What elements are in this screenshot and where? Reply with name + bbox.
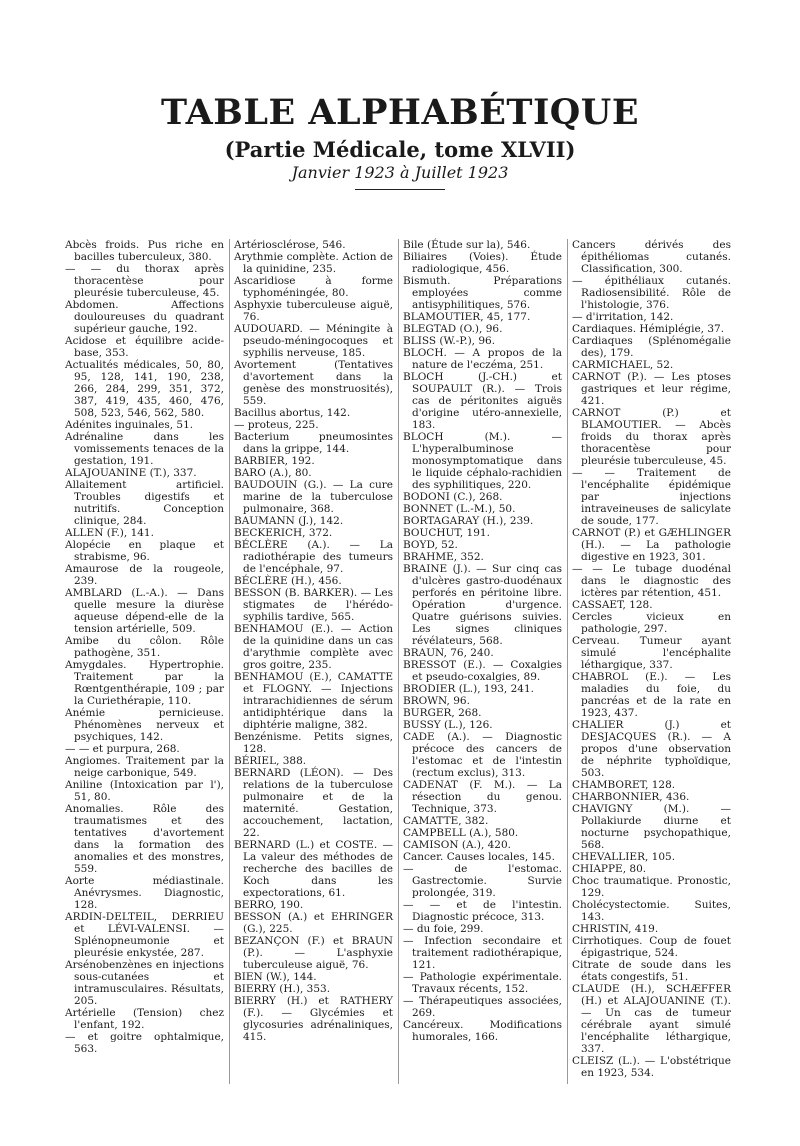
index-entry: — proteus, 225. [234, 419, 319, 431]
index-entry: CHIAPPE, 80. [572, 863, 647, 875]
index-entry: — — du thorax après thoracentèse pour pleurésie tuberculeuse, 45. [65, 263, 224, 299]
column-divider [229, 239, 230, 1084]
index-entry: Cercles vicieux en pathologie, 297. [572, 611, 731, 635]
index-entry: Bile (Étude sur la), 546. [403, 239, 531, 251]
index-entry: BAUDOUIN (G.). — La cure marine de la tuberculose pulmonaire, 368. [234, 479, 393, 515]
page-subtitle: (Partie Médicale, tome XLVII) [224, 137, 576, 162]
index-entry: BÉCLÈRE (H.), 456. [234, 575, 342, 587]
index-entry: BÉRIEL, 388. [234, 755, 307, 767]
index-entry: — — Traitement de l'encéphalite épidémique par injections intraveineuses de salicylate de soude, 177. [572, 467, 731, 527]
index-entry: BÉCLÈRE (A.). — La radiothérapie des tumeurs de l'encéphale, 97. [234, 539, 393, 575]
index-entry: BRAINE (J.). — Sur cinq cas d'ulcères gastro-duodénaux perforés en péritoine libre. Opération d'urgence. Quatre guérisons suivies. Les signes cliniques révélateurs, 568. [403, 563, 562, 647]
index-entry: BLOCH. — A propos de la nature de l'eczéma, 251. [403, 347, 562, 371]
index-entry: CADENAT (F. M.). — La résection du genou. Technique, 373. [403, 779, 562, 815]
index-entry: Asphyxie tuberculeuse aiguë, 76. [234, 299, 393, 323]
index-entry: BOYD, 52. [403, 539, 458, 551]
index-entry: CAMPBELL (A.), 580. [403, 827, 519, 839]
index-entry: BROWN, 96. [403, 695, 470, 707]
index-column-2 [234, 239, 393, 1043]
index-column-4 [572, 239, 731, 1079]
index-entry: BAUMANN (J.), 142. [234, 515, 344, 527]
index-column-3 [403, 239, 562, 1043]
index-entry: Abdomen. Affections douloureuses du quadrant supérieur gauche, 192. [65, 299, 224, 335]
index-entry: CHRISTIN, 419. [572, 923, 659, 935]
index-entry: Bacterium pneumosintes dans la grippe, 144. [234, 431, 393, 455]
index-entry: Artériosclérose, 546. [234, 239, 346, 251]
index-entry: BONNET (L.-M.), 50. [403, 503, 516, 515]
index-entry: BIERRY (H.) et RATHERY (F.). — Glycémies et glycosuries adrénaliniques, 415. [234, 995, 393, 1043]
index-entry: BIEN (W.), 144. [234, 971, 317, 983]
index-entry: Ascaridiose à forme typhoméningée, 80. [234, 275, 393, 299]
index-entry: Abcès froids. Pus riche en bacilles tuberculeux, 380. [65, 239, 224, 263]
index-entry: Angiomes. Traitement par la neige carbonique, 549. [65, 755, 224, 779]
index-entry: Benzénisme. Petits signes, 128. [234, 731, 393, 755]
index-entry: BLEGTAD (O.), 96. [403, 323, 503, 335]
index-entry: Actualités médicales, 50, 80, 95, 128, 141, 190, 238, 266, 284, 299, 351, 372, 387, 419, 435, 460, 476, 508, 523, 546, 562, 580. [65, 359, 224, 419]
index-entry: BRAUN, 76, 240. [403, 647, 494, 659]
index-entry: BRODIER (L.), 193, 241. [403, 683, 534, 695]
index-entry: BURGER, 268. [403, 707, 482, 719]
index-entry: BRAHME, 352. [403, 551, 484, 563]
index-entry: Cerveau. Tumeur ayant simulé l'encéphalite léthargique, 337. [572, 635, 731, 671]
index-entry: — d'irritation, 142. [572, 311, 674, 323]
index-entry: BORTAGARAY (H.), 239. [403, 515, 534, 527]
index-entry: — — et de l'intestin. Diagnostic précoce, 313. [403, 899, 562, 923]
index-entry: CHABROL (E.). — Les maladies du foie, du pancréas et de la rate en 1923, 437. [572, 671, 731, 719]
index-entry: CARNOT (P.) et BLAMOUTIER. — Abcès froids du thorax après thoracentèse pour pleurésie tuberculeuse, 45. [572, 407, 731, 467]
index-entry: Alopécie en plaque et strabisme, 96. [65, 539, 224, 563]
index-entry: — du foie, 299. [403, 923, 484, 935]
index-entry: Acidose et équilibre acide-base, 353. [65, 335, 224, 359]
index-entry: CARMICHAEL, 52. [572, 359, 674, 371]
index-entry: BERRO, 190. [234, 899, 304, 911]
index-entry: Artérielle (Tension) chez l'enfant, 192. [65, 1007, 224, 1031]
index-entry: CAMATTE, 382. [403, 815, 489, 827]
index-entry: Arsénobenzènes en injections sous-cutanées et intramusculaires. Résultats, 205. [65, 959, 224, 1007]
index-entry: BECKERICH, 372. [234, 527, 333, 539]
index-entry: — épithéliaux cutanés. Radiosensibilité. Rôle de l'histologie, 376. [572, 275, 731, 311]
index-column-1 [65, 239, 224, 1055]
index-entry: CHAMBORET, 128. [572, 779, 676, 791]
index-entry: AMBLARD (L.-A.). — Dans quelle mesure la diurèse aqueuse dépend-elle de la tension artérielle, 509. [65, 587, 224, 635]
index-entry: ALLEN (F.), 141. [65, 527, 154, 539]
index-entry: Choc traumatique. Pronostic, 129. [572, 875, 731, 899]
index-entry: — — Le tubage duodénal dans le diagnostic des ictères par rétention, 451. [572, 563, 731, 599]
index-entry: ALAJOUANINE (T.), 337. [65, 467, 197, 479]
index-entry: BLISS (W.-P.), 96. [403, 335, 496, 347]
index-entry: CARNOT (P.) et GÆHLINGER (H.). — La pathologie digestive en 1923, 301. [572, 527, 731, 563]
index-entry: BLAMOUTIER, 45, 177. [403, 311, 531, 323]
index-entry: BERNARD (L.) et COSTE. — La valeur des méthodes de recherche des bacilles de Koch dans les expectorations, 61. [234, 839, 393, 899]
index-entry: Adénites inguinales, 51. [65, 419, 194, 431]
index-entry: CHAVIGNY (M.). — Pollakiurde diurne et nocturne psychopathique, 568. [572, 803, 731, 851]
index-entry: Adrénaline dans les vomissements tenaces de la gestation, 191. [65, 431, 224, 467]
index-entry: Aniline (Intoxication par l'), 51, 80. [65, 779, 224, 803]
index-entry: BIERRY (H.), 353. [234, 983, 331, 995]
index-entry: BLOCH (M.). — L'hyperalbuminose monosymptomatique dans le liquide céphalo-rachidien des syphilitiques, 220. [403, 431, 562, 491]
index-entry: Avortement (Tentatives d'avortement dans la genèse des monstruosités), 559. [234, 359, 393, 407]
index-entry: Cirrhotiques. Coup de fouet épigastrique, 524. [572, 935, 731, 959]
index-entry: BODONI (C.), 268. [403, 491, 503, 503]
index-entry: CLEISZ (L.). — L'obstétrique en 1923, 534. [572, 1055, 731, 1079]
index-entry: BERNARD (LÉON). — Des relations de la tuberculose pulmonaire et de la maternité. Gestation, accouchement, lactation, 22. [234, 767, 393, 839]
index-entry: CAMISON (A.), 420. [403, 839, 512, 851]
index-entry: Amibe du côlon. Rôle pathogène, 351. [65, 635, 224, 659]
index-entry: — Thérapeutiques associées, 269. [403, 995, 562, 1019]
index-entry: BESSON (B. BARKER). — Les stigmates de l'hérédo-syphilis tardive, 565. [234, 587, 394, 623]
index-entry: ARDIN-DELTEIL, DERRIEU et LÉVI-VALENSI. — Splénopneumonie et pleurésie enkystée, 287. [65, 911, 224, 959]
index-entry: Cancer. Causes locales, 145. [403, 851, 555, 863]
index-entry: CHARBONNIER, 436. [572, 791, 690, 803]
title-divider [355, 189, 445, 190]
index-entry: Bismuth. Préparations employées comme antisyphilitiques, 576. [403, 275, 562, 311]
index-entry: CARNOT (P.). — Les ptoses gastriques et leur régime, 421. [572, 371, 731, 407]
index-entry: Amaurose de la rougeole, 239. [65, 563, 224, 587]
index-entry: Cancéreux. Modifications humorales, 166. [403, 1019, 562, 1043]
index-entry: BENHAMOU (E.). — Action de la quinidine dans un cas d'arythmie complète avec gros goitre, 235. [234, 623, 393, 671]
index-entry: CHEVALLIER, 105. [572, 851, 676, 863]
index-entry: Amygdales. Hypertrophie. Traitement par la Rœntgenthérapie, 109 ; par la Curiethérapie, 110. [65, 659, 224, 707]
index-entry: Arythmie complète. Action de la quinidine, 235. [234, 251, 393, 275]
index-entry: — Infection secondaire et traitement radiothérapique, 121. [403, 935, 562, 971]
index-entry: Citrate de soude dans les états congestifs, 51. [572, 959, 731, 983]
index-entry: BESSON (A.) et EHRINGER (G.), 225. [234, 911, 393, 935]
index-entry: BENHAMOU (E.), CAMATTE et FLOGNY. — Injections intrarachidiennes de sérum antidiphtérique dans la diphtérie maligne, 382. [234, 671, 393, 731]
index-entry: BARO (A.), 80. [234, 467, 312, 479]
index-entry: CLAUDE (H.), SCHÆFFER (H.) et ALAJOUANINE (T.). — Un cas de tumeur cérébrale ayant simulé l'encéphalite léthargique, 337. [572, 983, 731, 1055]
index-entry: — — et purpura, 268. [65, 743, 180, 755]
column-divider [567, 239, 568, 1084]
index-entry: Cancers dérivés des épithéliomas cutanés. Classification, 300. [572, 239, 731, 275]
index-entry: CASSAET, 128. [572, 599, 653, 611]
index-entry: Biliaires (Voies). Étude radiologique, 456. [403, 251, 562, 275]
index-entry: Anémie pernicieuse. Phénomènes nerveux et psychiques, 142. [65, 707, 224, 743]
index-entry: BRESSOT (E.). — Coxalgies et pseudo-coxalgies, 89. [403, 659, 562, 683]
index-entry: Cardiaques (Splénomégalie des), 179. [572, 335, 731, 359]
index-entry: Cardiaques. Hémiplégie, 37. [572, 323, 725, 335]
page-title: TABLE ALPHABÉTIQUE [160, 92, 639, 133]
index-entry: Anomalies. Rôle des traumatismes et des tentatives d'avortement dans la formation des anomalies et des monstres, 559. [65, 803, 224, 875]
column-divider [398, 239, 399, 1084]
index-entry: BLOCH (J.-CH.) et SOUPAULT (R.). — Trois cas de péritonites aiguës d'origine utéro-annexielle, 183. [403, 371, 562, 431]
index-entry: BARBIER, 192. [234, 455, 315, 467]
index-entry: — et goitre ophtalmique, 563. [65, 1031, 224, 1055]
index-entry: — de l'estomac. Gastrectomie. Survie prolongée, 319. [403, 863, 562, 899]
index-entry: Cholécystectomie. Suites, 143. [572, 899, 731, 923]
index-entry: AUDOUARD. — Méningite à pseudo-méningocoques et syphilis nerveuse, 185. [234, 323, 393, 359]
date-range: Janvier 1923 à Juillet 1923 [291, 163, 509, 182]
index-entry: BOUCHUT, 191. [403, 527, 490, 539]
index-entry: Allaitement artificiel. Troubles digestifs et nutritifs. Conception clinique, 284. [65, 479, 224, 527]
index-entry: CADE (A.). — Diagnostic précoce des cancers de l'estomac et de l'intestin (rectum exclus), 313. [403, 731, 562, 779]
index-entry: Bacillus abortus, 142. [234, 407, 351, 419]
index-entry: — Pathologie expérimentale. Travaux récents, 152. [403, 971, 562, 995]
index-entry: CHALIER (J.) et DESJACQUES (R.). — A propos d'une observation de néphrite typhoïdique, 503. [572, 719, 731, 779]
index-entry: BUSSY (L.), 126. [403, 719, 493, 731]
index-entry: BEZANÇON (F.) et BRAUN (P.). — L'asphyxie tuberculeuse aiguë, 76. [234, 935, 393, 971]
index-entry: Aorte médiastinale. Anévrysmes. Diagnostic, 128. [65, 875, 224, 911]
